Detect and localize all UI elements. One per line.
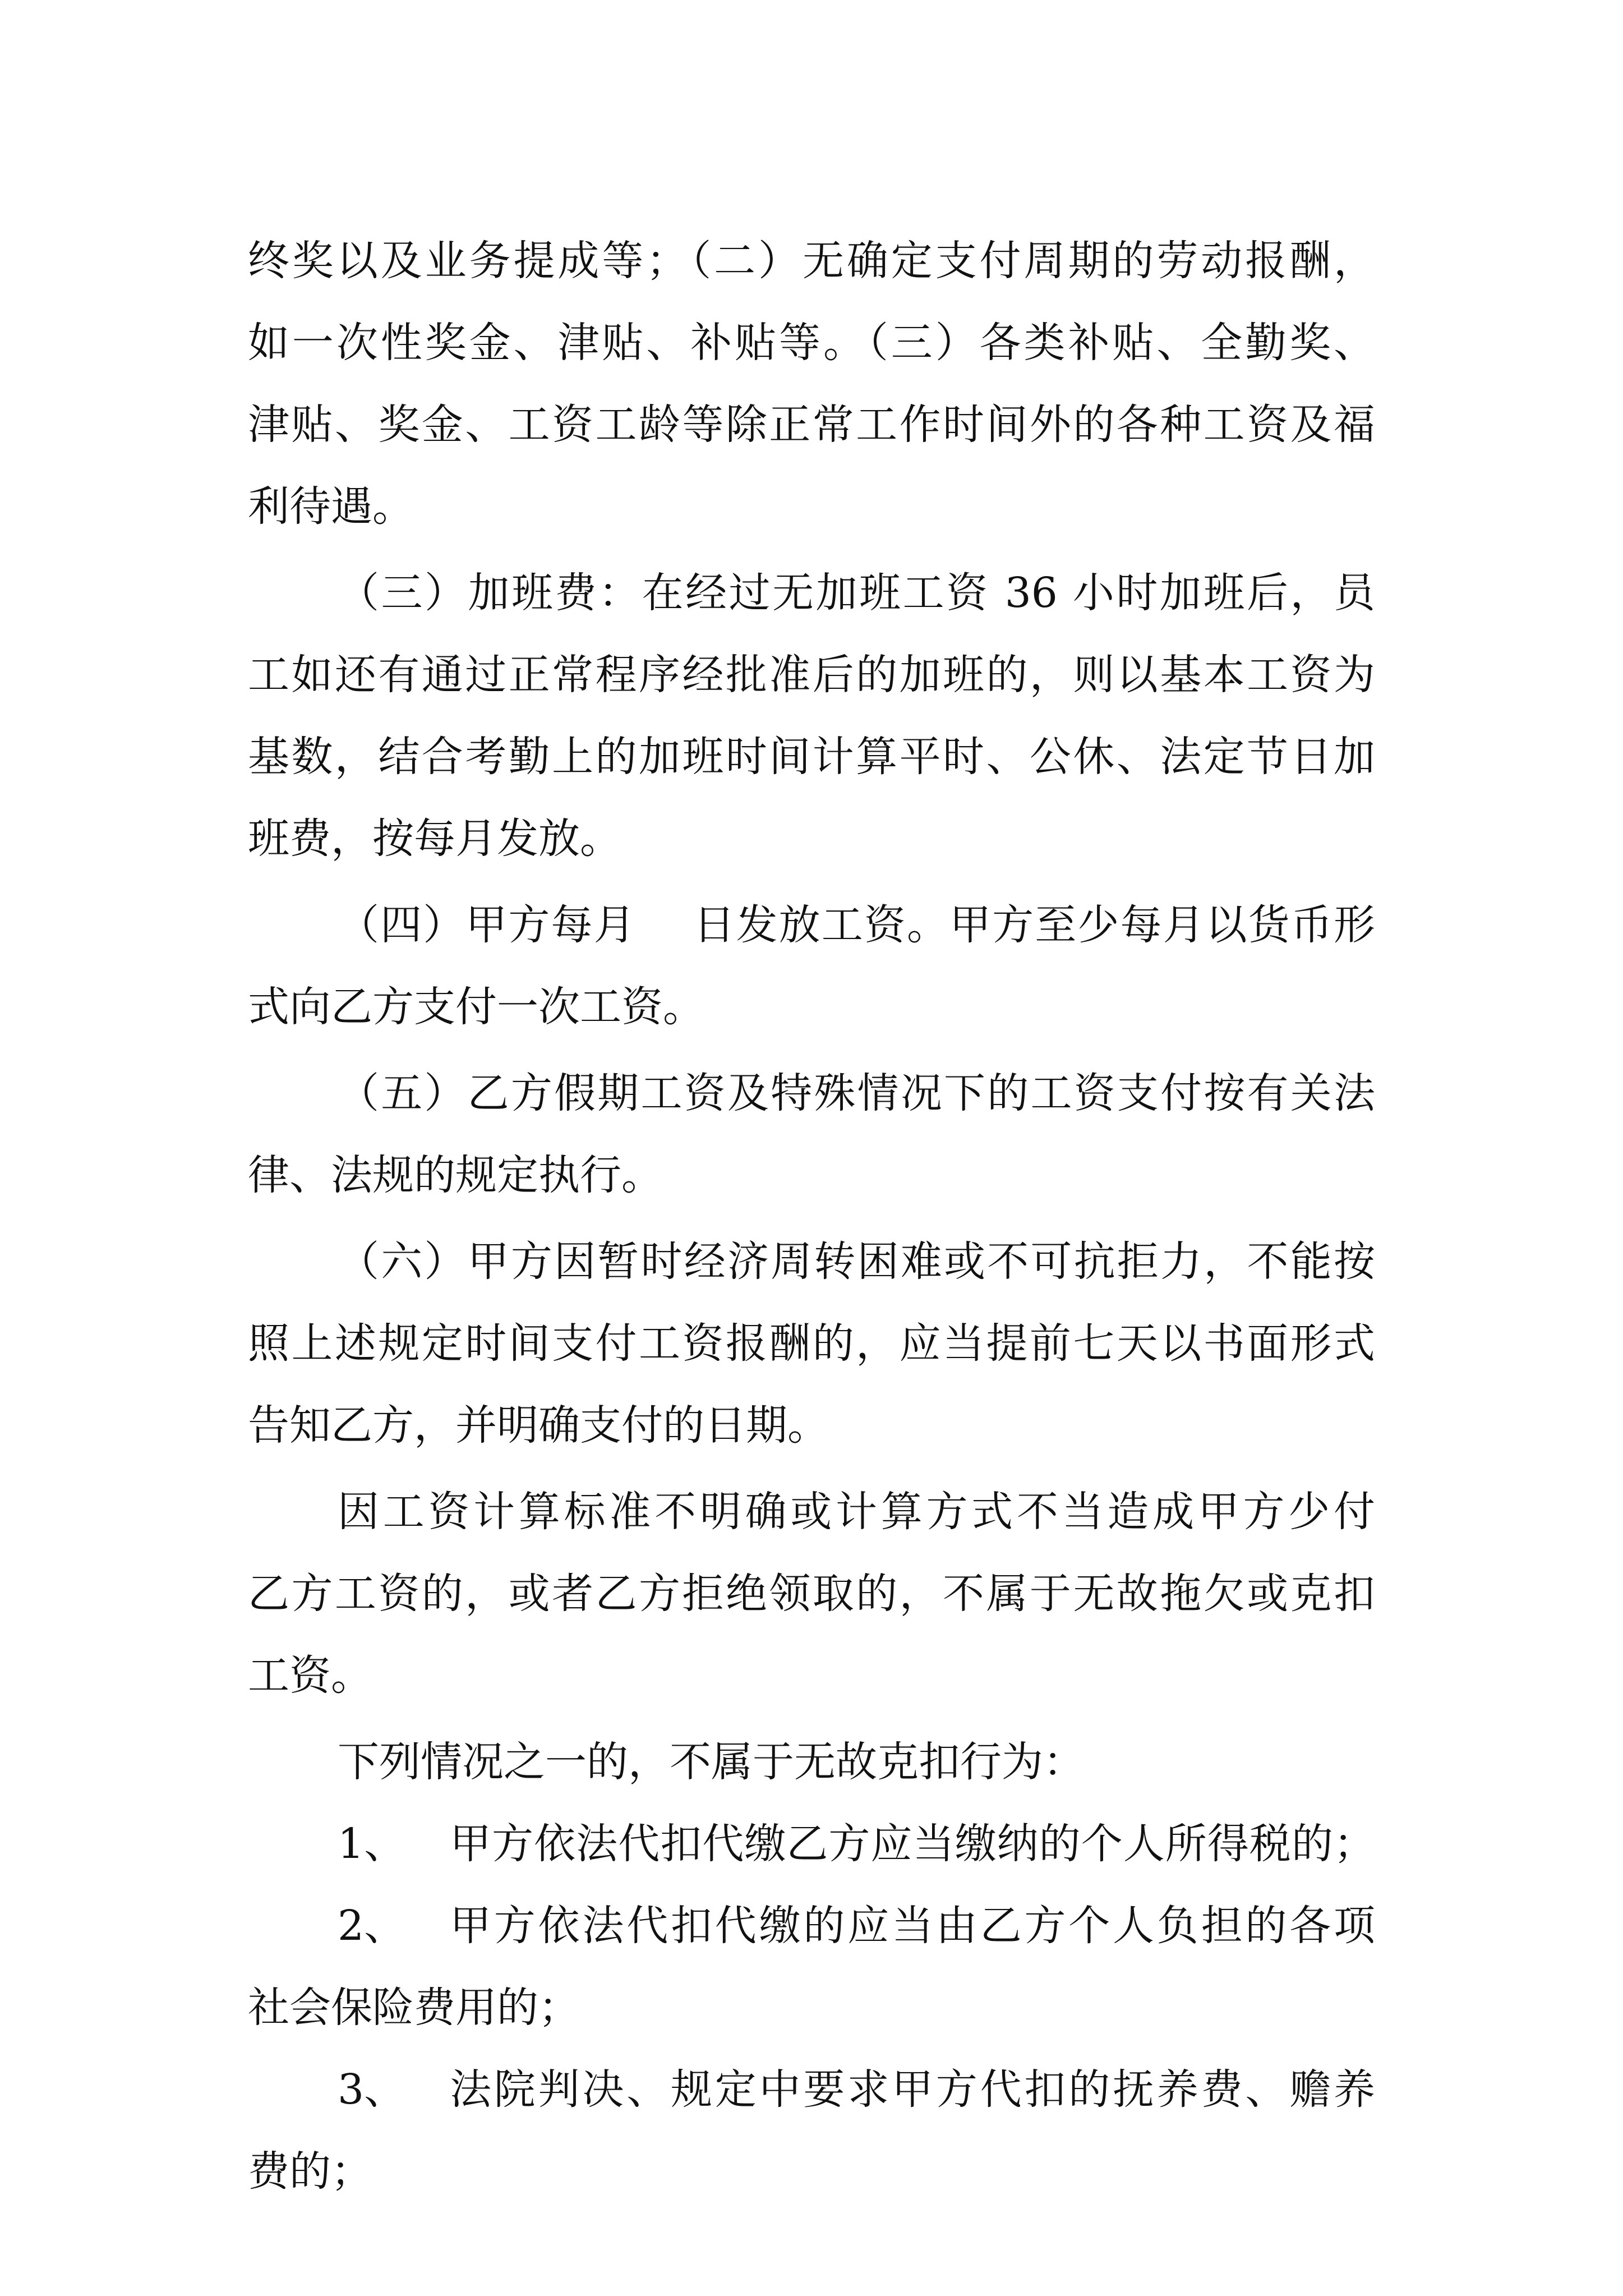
document-body — [248, 220, 1375, 2212]
list-text: 甲方依法代扣代缴的应当由乙方个人负担的各项 — [450, 1902, 1375, 1950]
text-line: 社会保险费用的； — [248, 1984, 580, 2032]
paragraph-holiday-pay — [248, 1052, 1375, 1216]
text-line: 终奖以及业务提成等；（二）无确定支付周期的劳动报酬， — [248, 237, 1375, 285]
paragraph-calculation-standard — [248, 1471, 1375, 1717]
text-line: 如一次性奖金、津贴、补贴等。（三）各类补贴、全勤奖、 — [248, 319, 1375, 367]
list-item — [248, 2049, 1375, 2212]
list-number: 3、 — [338, 2065, 406, 2114]
text-line: 班费，按每月发放。 — [248, 815, 621, 863]
text-line: 工资。 — [248, 1651, 372, 1700]
list-line — [248, 1803, 1375, 1885]
paragraph-list-intro — [248, 1721, 1375, 1803]
text-line: （三）加班费：在经过无加班工资 36 小时加班后，员 — [338, 569, 1375, 617]
text-line: 津贴、奖金、工资工龄等除正常工作时间外的各种工资及福 — [248, 401, 1375, 449]
paragraph-payment-delay — [248, 1221, 1375, 1466]
text-line: 式向乙方支付一次工资。 — [248, 983, 704, 1031]
paragraph-overtime-pay — [248, 552, 1375, 880]
list-item — [248, 1885, 1375, 2049]
paragraph-payday — [248, 884, 1375, 1048]
list-line — [248, 2049, 1375, 2131]
list-number: 2、 — [338, 1902, 406, 1950]
text-line: 工如还有通过正常程序经批准后的加班的，则以基本工资为 — [248, 651, 1375, 699]
text-line: （四）甲方每月 日发放工资。甲方至少每月以货币形 — [338, 901, 1375, 949]
text-line: 因工资计算标准不明确或计算方式不当造成甲方少付 — [338, 1488, 1375, 1536]
text-line: 照上述规定时间支付工资报酬的，应当提前七天以书面形式 — [248, 1319, 1375, 1368]
text-line: 下列情况之一的，不属于无故克扣行为： — [338, 1738, 1085, 1786]
paragraph-bonus-types — [248, 220, 1375, 547]
list-item — [248, 1803, 1375, 1885]
text-line: 基数，结合考勤上的加班时间计算平时、公休、法定节日加 — [248, 733, 1375, 781]
list-text: 法院判决、规定中要求甲方代扣的抚养费、赡养 — [450, 2065, 1375, 2114]
text-line: （六）甲方因暂时经济周转困难或不可抗拒力，不能按 — [338, 1237, 1375, 1286]
list-number: 1、 — [338, 1820, 406, 1868]
list-text: 甲方依法代扣代缴乙方应当缴纳的个人所得税的； — [450, 1820, 1375, 1868]
list-line — [248, 1885, 1375, 1967]
text-line: 乙方工资的，或者乙方拒绝领取的，不属于无故拖欠或克扣 — [248, 1570, 1375, 1618]
text-line: 律、法规的规定执行。 — [248, 1151, 663, 1199]
text-line: 告知乙方，并明确支付的日期。 — [248, 1401, 829, 1450]
text-line: （五）乙方假期工资及特殊情况下的工资支付按有关法 — [338, 1069, 1375, 1117]
text-line: 费的； — [248, 2147, 372, 2196]
text-line: 利待遇。 — [248, 482, 414, 531]
